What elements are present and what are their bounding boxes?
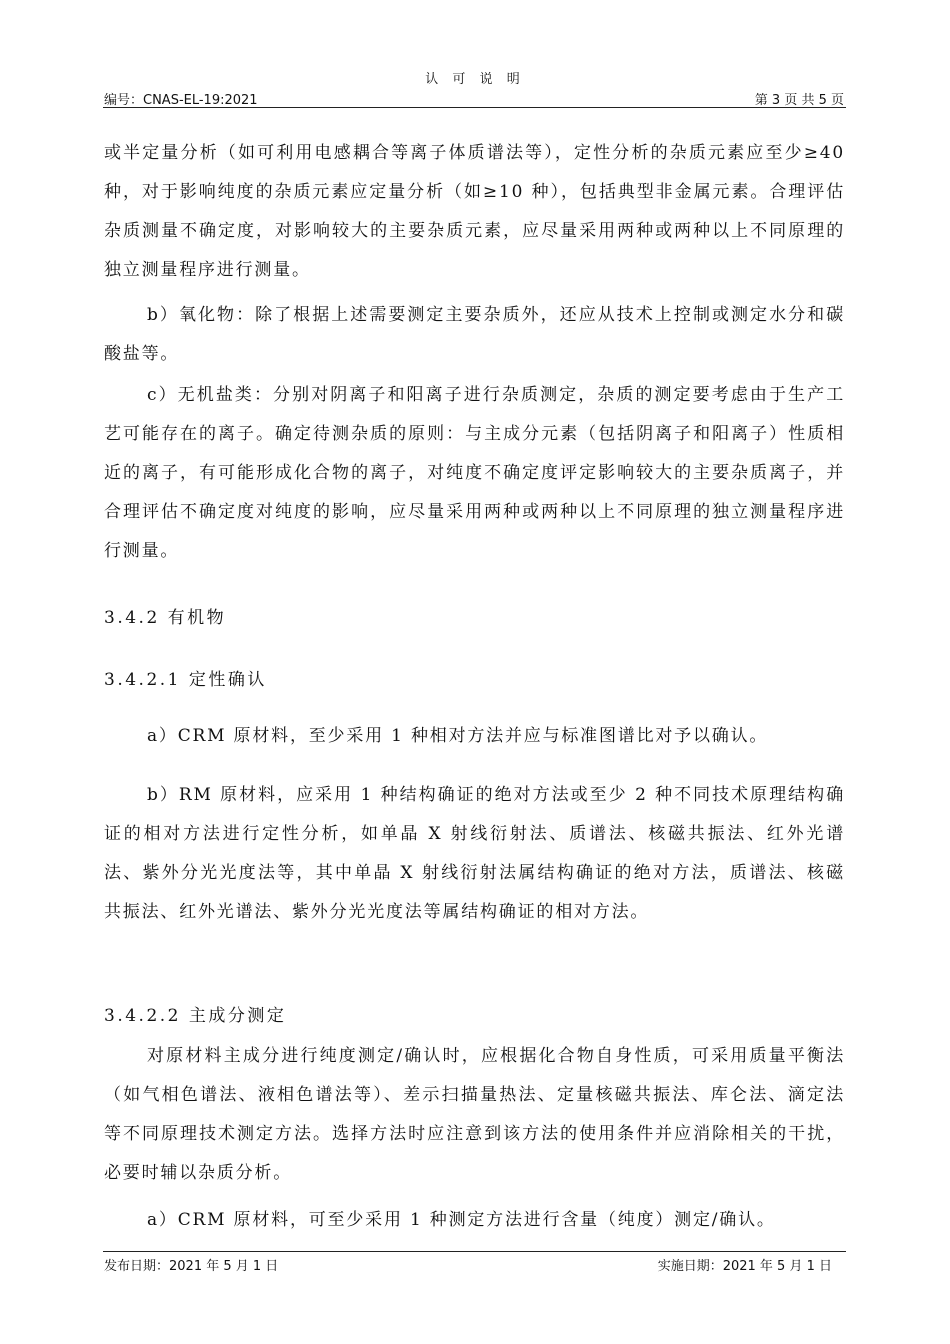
paragraph-oxides: b）氧化物：除了根据上述需要测定主要杂质外，还应从技术上控制或测定水分和碳酸盐等。 [104,305,845,364]
section-heading-qualitative: 3.4.2.1 定性确认 [104,670,267,690]
paragraph-purity-methods: 对原材料主成分进行纯度测定/确认时，应根据化合物自身性质，可采用质量平衡法（如气相色谱法、液相色谱法等）、差示扫描量热法、定量核磁共振法、库仑法、滴定法等不同原理技术测定方法。选择方法时应注意到该方法的使用条件并应消除相关的干扰，必要时辅以杂质分析。 [104,1046,845,1183]
document-number: 编号：CNAS-EL-19:2021 [104,93,258,108]
header-title: 认 可 说 明 [425,72,525,87]
header-divider [103,107,846,108]
page-indicator: 第 3 页 共 5 页 [754,93,844,108]
issue-date: 发布日期：2021 年 5 月 1 日 [104,1259,279,1274]
section-heading-main-component: 3.4.2.2 主成分测定 [104,1006,287,1026]
paragraph-crm-purity: a）CRM 原材料，可至少采用 1 种测定方法进行含量（纯度）测定/确认。 [147,1210,776,1230]
footer-divider [103,1251,846,1252]
paragraph-crm-qualitative: a）CRM 原材料，至少采用 1 种相对方法并应与标准图谱比对予以确认。 [147,726,769,746]
effective-date: 实施日期：2021 年 5 月 1 日 [657,1259,832,1274]
paragraph-inorganic-salts: c）无机盐类：分别对阴离子和阳离子进行杂质测定，杂质的测定要考虑由于生产工艺可能存在的离子。确定待测杂质的原则：与主成分元素（包括阴离子和阳离子）性质相近的离子，有可能形成化合物的离子，对纯度不确定度评定影响较大的主要杂质离子，并合理评估不确定度对纯度的影响，应尽量采用两种或两种以上不同原理的独立测量程序进行测量。 [104,385,845,561]
section-heading-organics: 3.4.2 有机物 [104,608,227,628]
paragraph-rm-qualitative: b）RM 原材料，应采用 1 种结构确证的绝对方法或至少 2 种不同技术原理结构确证的相对方法进行定性分析，如单晶 X 射线衍射法、质谱法、核磁共振法、红外光谱法、紫外分光光度法等，其中单晶 X 射线衍射法属结构确证的绝对方法，质谱法、核磁共振法、红外光谱法、紫外分光光度法等属结构确证的相对方法。 [104,785,845,922]
paragraph-impurity-elements: 或半定量分析（如可利用电感耦合等离子体质谱法等），定性分析的杂质元素应至少≥40 种，对于影响纯度的杂质元素应定量分析（如≥10 种），包括典型非金属元素。合理评估杂质测量不确定度，对影响较大的主要杂质元素，应尽量采用两种或两种以上不同原理的独立测量程序进行测量。 [104,143,845,280]
